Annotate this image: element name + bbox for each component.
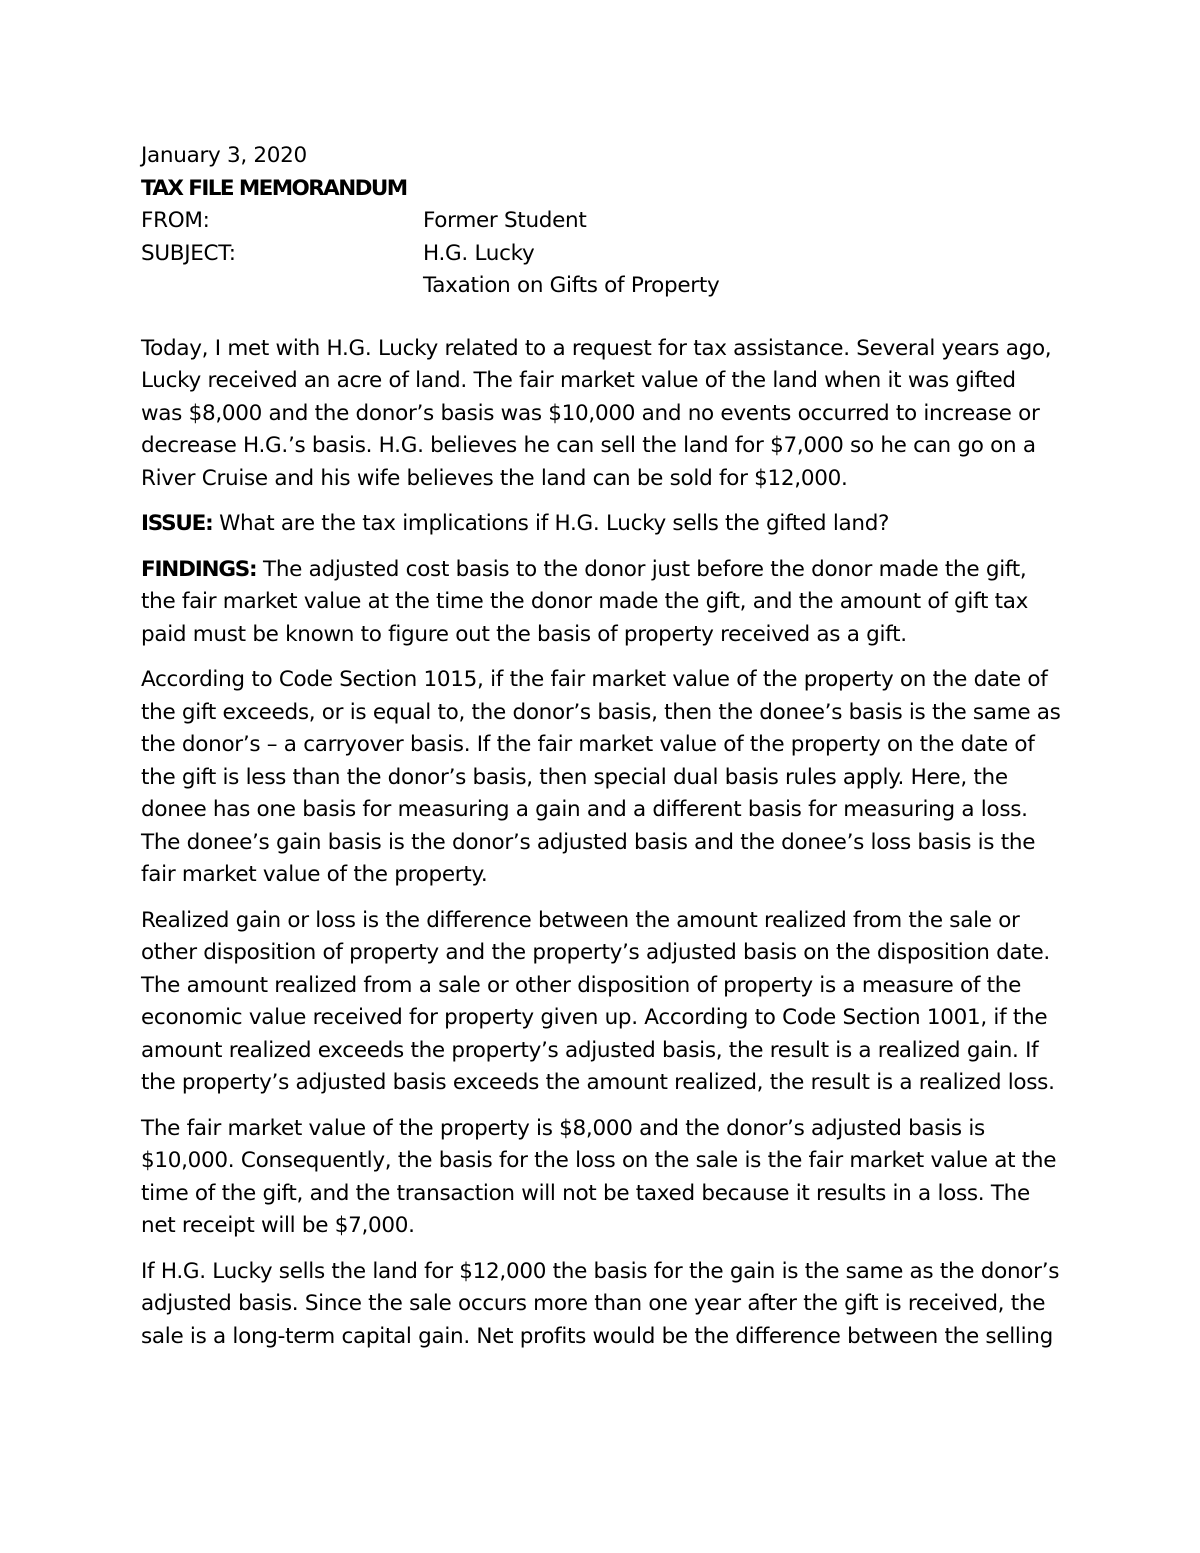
code-1015-paragraph: According to Code Section 1015, if the fair market value of the property on the date of the gift exceeds, or is equal to, the donor’s basis, then the donee’s basis is the same as the donor’s – a carryover basis. If the fair market value of the property on the date of the gift is less than the donor’s basis, then special dual basis rules apply. Here, the donee has one basis for measuring a gain and a different basis for measuring a loss. The donee’s gain basis is the donor’s adjusted basis and the donee’s loss basis is the fair market value of the property. (141, 667, 1061, 887)
from-value: Former Student (423, 208, 587, 233)
findings-paragraph (141, 554, 1061, 652)
memo-page (141, 140, 1061, 1353)
issue-label: ISSUE: (141, 511, 213, 536)
subject-row (141, 238, 1061, 271)
subject-value-line2: Taxation on Gifts of Property (423, 273, 720, 298)
issue-text: What are the tax implications if H.G. Lucky sells the gifted land? (212, 511, 890, 536)
memo-title: TAX FILE MEMORANDUM (141, 175, 407, 201)
sale-gain-paragraph: If H.G. Lucky sells the land for $12,000 the basis for the gain is the same as the donor’s adjusted basis. Since the sale occurs more than one year after the gift is received, the sale is a long-term capital gain. Net profits would be the difference between the selling (141, 1258, 1060, 1349)
subject-value-line1: H.G. Lucky (423, 240, 535, 266)
from-label: FROM: (141, 208, 210, 233)
fair-market-value-paragraph: The fair market value of the property is $8,000 and the donor’s adjusted basis is $10,000. Consequently, the basis for the loss on the sale is the fair market value at the time of the gift, and the transaction will not be taxed because it results in a loss. The net receipt will be $7,000. (141, 1115, 1057, 1238)
subject-row-continued (141, 270, 1061, 303)
intro-paragraph: Today, I met with H.G. Lucky related to a request for tax assistance. Several years ago, Lucky received an acre of land. The fair market value of the land when it was gifted was $8,000 and the donor’s basis was $10,000 and no events occurred to increase or decrease H.G.’s basis. H.G. believes he can sell the land for $7,000 so he can go on a River Cruise and his wife believes the land can be sold for $12,000. (141, 335, 1052, 491)
realized-gain-paragraph: Realized gain or loss is the difference between the amount realized from the sale or other disposition of property and the property’s adjusted basis on the disposition date. The amount realized from a sale or other disposition of property is a measure of the economic value received for property given up. According to Code Section 1001, if the amount realized exceeds the property’s adjusted basis, the result is a realized gain. If the property’s adjusted basis exceeds the amount realized, the result is a realized loss. (141, 907, 1055, 1095)
findings-label: FINDINGS: (141, 556, 257, 582)
from-row (141, 205, 1061, 238)
memo-date: January 3, 2020 (141, 143, 307, 168)
subject-label: SUBJECT: (141, 240, 236, 266)
findings-text: The adjusted cost basis to the donor just before the donor made the gift, the fair market value at the time the donor made the gift, and the amount of gift tax paid must be known to figure out the basis of property received as a gift. (141, 556, 1029, 647)
issue-paragraph (141, 508, 1061, 541)
subject-label-spacer (141, 270, 423, 303)
